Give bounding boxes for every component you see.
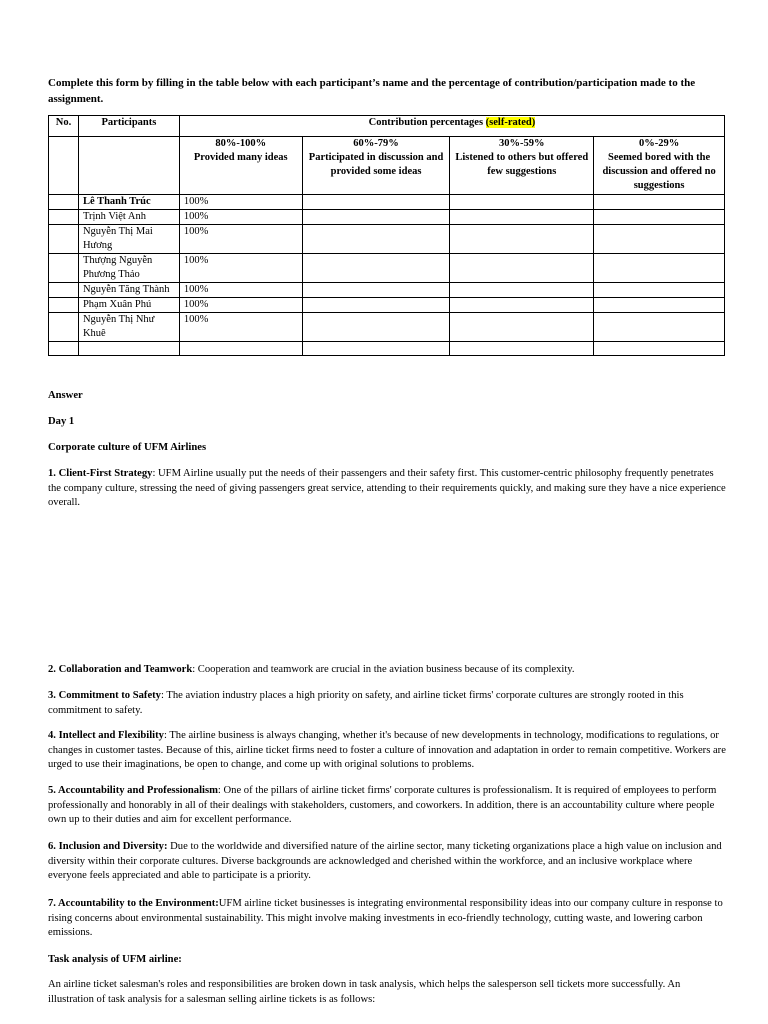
table-row bbox=[49, 283, 725, 298]
form-instruction: Complete this form by filling in the table below with each participant’s name and the percentage of contribution/participation made to the assignment. bbox=[48, 77, 696, 105]
culture-item-6: 6. Inclusion and Diversity: Due to the worldwide and diversified nature of the airline sector, many ticketing organizations place a high value on inclusion and diversity within their corporate cultures. Diverse backgrounds are acknowledged and cherished within the workforce, and an inclusive workplace where everyone feels appreciated and able to participate is a priority. bbox=[48, 841, 722, 881]
culture-item-1: 1. Client-First Strategy: UFM Airline usually put the needs of their passengers and their safety first. This customer-centric philosophy frequently penetrates the company culture, stressing the need of giving passengers great service, attending to their requirements quickly, and making sure they have a nice experience overall. bbox=[48, 468, 726, 508]
contribution-table bbox=[48, 115, 725, 356]
table-row-empty bbox=[49, 342, 725, 356]
table-row bbox=[49, 298, 725, 313]
table-row bbox=[49, 313, 725, 342]
participant-name: Nguyễn Tăng Thành bbox=[78, 283, 179, 298]
participant-name: Nguyễn Thị Mai Hương bbox=[78, 225, 179, 254]
band-80-100: 80%-100% Provided many ideas bbox=[179, 137, 302, 195]
culture-item-7: 7. Accountability to the Environment:UFM airline ticket businesses is integrating environmental responsibility ideas into our company culture in response to rising concerns about environmental sustainability. This might involve making investments in eco-friendly technology, cutting waste, and lowering carbon emissions. bbox=[48, 898, 723, 938]
participant-name: Thượng Nguyễn Phương Thảo bbox=[78, 254, 179, 283]
participant-pct: 100% bbox=[179, 298, 302, 313]
band-30-59: 30%-59% Listened to others but offered few suggestions bbox=[450, 137, 594, 195]
table-row bbox=[49, 195, 725, 210]
culture-item-5: 5. Accountability and Professionalism: One of the pillars of airline ticket firms' corporate cultures is professionalism. It is required of employees to perform professionally and honorably in all of their dealings with stakeholders, customers, and coworkers. In addition, there is an accountability culture where people own up to their duties and aim for excellent performance. bbox=[48, 785, 717, 825]
table-row bbox=[49, 210, 725, 225]
section-heading: Corporate culture of UFM Airlines bbox=[48, 442, 207, 453]
participant-name: Phạm Xuân Phú bbox=[78, 298, 179, 313]
participant-pct: 100% bbox=[179, 210, 302, 225]
participant-pct: 100% bbox=[179, 254, 302, 283]
participant-pct: 100% bbox=[179, 195, 302, 210]
participant-name: Trịnh Việt Anh bbox=[78, 210, 179, 225]
band-0-29: 0%-29% Seemed bored with the discussion and offered no suggestions bbox=[594, 137, 725, 195]
culture-item-3: 3. Commitment to Safety: The aviation industry places a high priority on safety, and airline ticket firms' corporate cultures are strongly rooted in this commitment to safety. bbox=[48, 690, 684, 716]
task-text: An airline ticket salesman's roles and responsibilities are broken down in task analysis, which helps the salesperson sell tickets more successfully. An illustration of task analysis for a salesman selling airline tickets is as follows: bbox=[48, 979, 681, 1005]
self-rated-highlight: (self-rated) bbox=[485, 117, 536, 128]
task-heading: Task analysis of UFM airline: bbox=[48, 954, 182, 965]
table-row bbox=[49, 254, 725, 283]
participant-pct: 100% bbox=[179, 225, 302, 254]
participant-pct: 100% bbox=[179, 283, 302, 298]
participant-pct: 100% bbox=[179, 313, 302, 342]
culture-item-4: 4. Intellect and Flexibility: The airline business is always changing, whether it's because of new developments in technology, modifications to regulations, or changes in customer tastes. Because of this, airline ticket firms need to foster a culture of innovation and adaptation in order to remain competitive. Workers are urged to use their imaginations, be open to change, and come up with original solutions to problems. bbox=[48, 730, 726, 770]
culture-item-2: 2. Collaboration and Teamwork: Cooperation and teamwork are crucial in the aviation business because of its complexity. bbox=[48, 664, 575, 675]
participant-name: Nguyễn Thị Như Khuê bbox=[78, 313, 179, 342]
answer-label: Answer bbox=[48, 390, 83, 401]
header-no: No. bbox=[49, 116, 79, 137]
participant-name: Lê Thanh Trúc bbox=[78, 195, 179, 210]
day-label: Day 1 bbox=[48, 416, 75, 427]
header-participants: Participants bbox=[78, 116, 179, 137]
band-60-79: 60%-79% Participated in discussion and provided some ideas bbox=[302, 137, 450, 195]
header-contribution: Contribution percentages (self-rated) bbox=[179, 116, 724, 137]
table-row bbox=[49, 225, 725, 254]
